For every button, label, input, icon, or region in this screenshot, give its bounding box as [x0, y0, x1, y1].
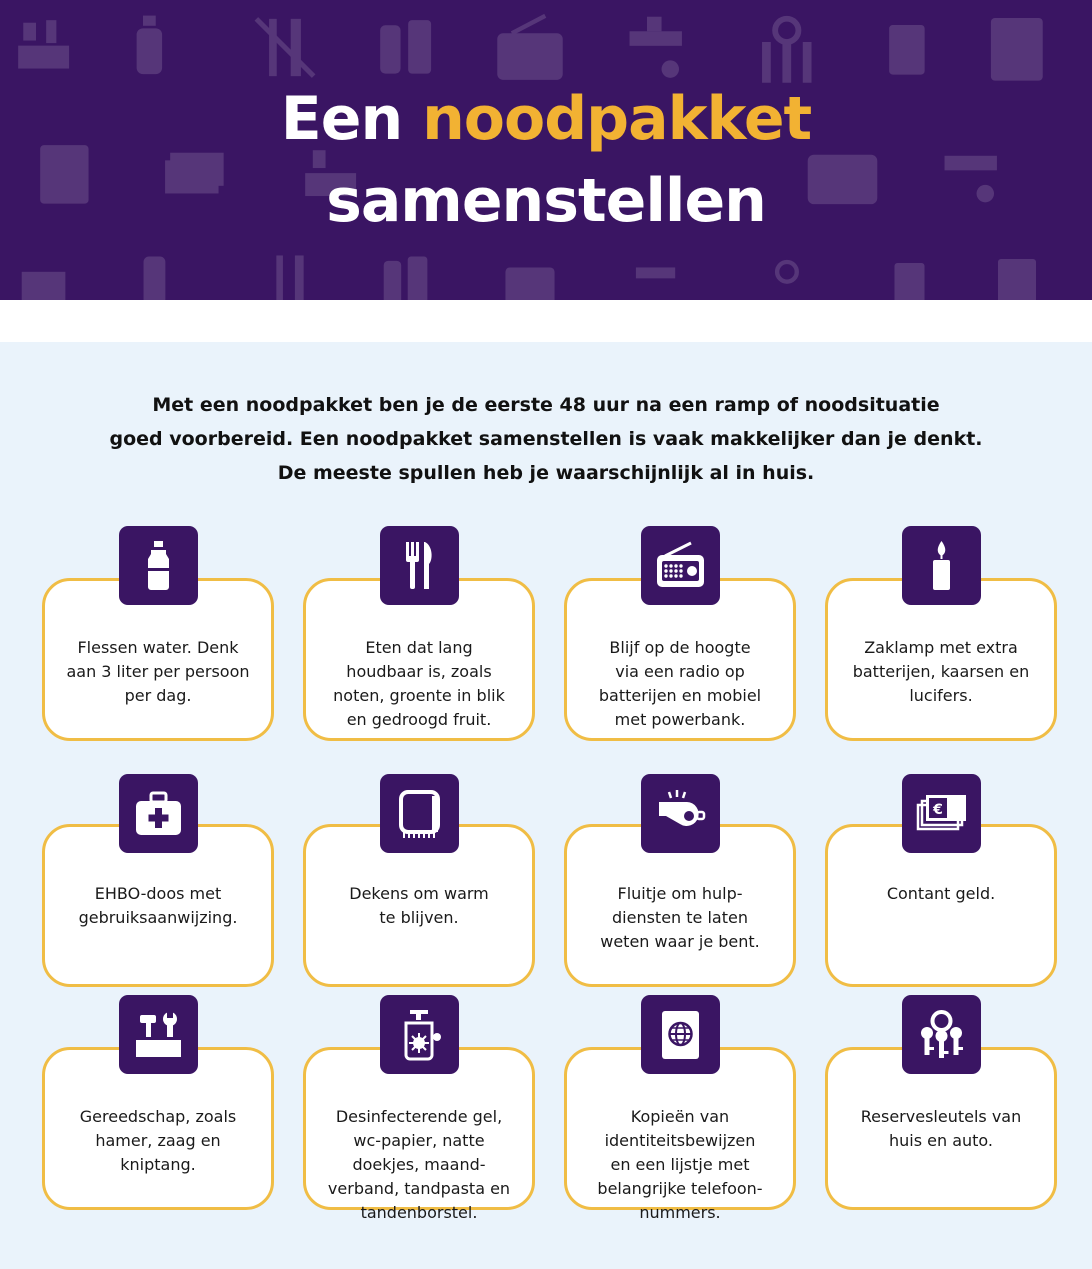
item-description-line: verband, tandpasta en: [327, 1179, 511, 1198]
item-description-line: Zaklamp met extra: [864, 638, 1018, 657]
item-description-line: Contant geld.: [886, 884, 996, 903]
item-description-line: nummers.: [639, 1203, 721, 1222]
first-aid-kit-icon: [119, 774, 198, 853]
cutlery-icon: [250, 10, 320, 85]
svg-text:€: €: [932, 802, 943, 818]
keys-icon: [902, 995, 981, 1074]
bottle-icon: [115, 8, 185, 83]
item-description-line: diensten te laten: [612, 908, 748, 927]
item-description-line: Dekens om warm: [349, 884, 489, 903]
item-description-line: wc-papier, natte: [353, 1131, 485, 1150]
item-description-line: Flessen water. Denk: [77, 638, 239, 657]
title-accent: noodpakket: [422, 84, 812, 154]
bottle-icon: [370, 10, 440, 85]
faucet-icon: [615, 8, 695, 88]
bottle-icon: [120, 250, 190, 300]
radio-icon: [490, 250, 570, 300]
item-description-line: Reservesleutels van: [860, 1107, 1022, 1126]
cash-icon: [902, 774, 981, 853]
item-description: [59, 636, 257, 708]
toolbox-icon: [8, 250, 78, 300]
item-description-line: hamer, zaag en: [95, 1131, 221, 1150]
cutlery-icon: [380, 526, 459, 605]
item-description-line: gebruiksaanwijzing.: [78, 908, 238, 927]
item-description-line: en gedroogd fruit.: [346, 710, 492, 729]
radio-icon: [641, 526, 720, 605]
candle-icon: [902, 526, 981, 605]
item-description: [59, 1105, 257, 1177]
item-description: [842, 882, 1040, 906]
item-description-line: houdbaar is, zoals: [346, 662, 492, 681]
water-bottle-icon: [119, 526, 198, 605]
sanitizer-icon: [380, 995, 459, 1074]
item-description-line: en een lijstje met: [610, 1155, 750, 1174]
item-description-line: per dag.: [124, 686, 192, 705]
toolbox-icon: [119, 995, 198, 1074]
item-description: [320, 1105, 518, 1225]
item-description-line: huis en auto.: [888, 1131, 994, 1150]
battery-icon: [875, 8, 940, 88]
item-description-line: Desinfecterende gel,: [335, 1107, 503, 1126]
item-description-line: weten waar je bent.: [600, 932, 760, 951]
item-description: [581, 882, 779, 954]
item-description-line: via een radio op: [615, 662, 745, 681]
item-description-line: Eten dat lang: [365, 638, 473, 657]
item-description-line: doekjes, maand-: [352, 1155, 486, 1174]
item-description: [320, 636, 518, 732]
item-description-line: batterijen en mobiel: [598, 686, 762, 705]
item-description: [320, 882, 518, 930]
header-banner: [0, 0, 1092, 300]
passport-icon: [641, 995, 720, 1074]
whistle-icon: [641, 774, 720, 853]
item-description-line: batterijen, kaarsen en: [852, 662, 1030, 681]
item-description: [59, 882, 257, 930]
blanket-icon: [380, 774, 459, 853]
bottle-icon: [370, 250, 440, 300]
item-description-line: aan 3 liter per persoon: [66, 662, 250, 681]
faucet-icon: [615, 250, 695, 300]
item-description-line: Kopieën van: [630, 1107, 730, 1126]
item-description: [842, 636, 1040, 708]
page-title: Een noodpakket samenstellen: [280, 84, 812, 236]
item-description: [581, 1105, 779, 1225]
passport-icon: [980, 255, 1055, 300]
intro-text: Met een noodpakket ben je de eerste 48 uur na een ramp of noodsituatie goed voorbereid. Een noodpakket samenstellen is vaak makkelijker dan je denkt. De meeste spullen heb je waarschijnlijk al in huis.: [109, 394, 983, 484]
toolbox-icon: [8, 10, 78, 80]
item-description-line: te blijven.: [379, 908, 459, 927]
cutlery-icon: [255, 250, 325, 300]
battery-icon: [880, 255, 940, 300]
item-description-line: Blijf op de hoogte: [609, 638, 751, 657]
item-description-line: EHBO-doos met: [94, 884, 222, 903]
item-description: [581, 636, 779, 732]
item-description-line: belangrijke telefoon-: [597, 1179, 763, 1198]
item-description-line: tandenborstel.: [360, 1203, 478, 1222]
item-description-line: noten, groente in blik: [333, 686, 505, 705]
item-description-line: Gereedschap, zoals: [79, 1107, 237, 1126]
keys-icon: [745, 250, 830, 300]
item-description-line: identiteitsbewijzen: [604, 1131, 756, 1150]
item-description-line: met powerbank.: [614, 710, 746, 729]
item-description-line: lucifers.: [909, 686, 973, 705]
item-description: [842, 1105, 1040, 1153]
item-description-line: Fluitje om hulp-: [617, 884, 743, 903]
item-description-line: kniptang.: [120, 1155, 196, 1174]
